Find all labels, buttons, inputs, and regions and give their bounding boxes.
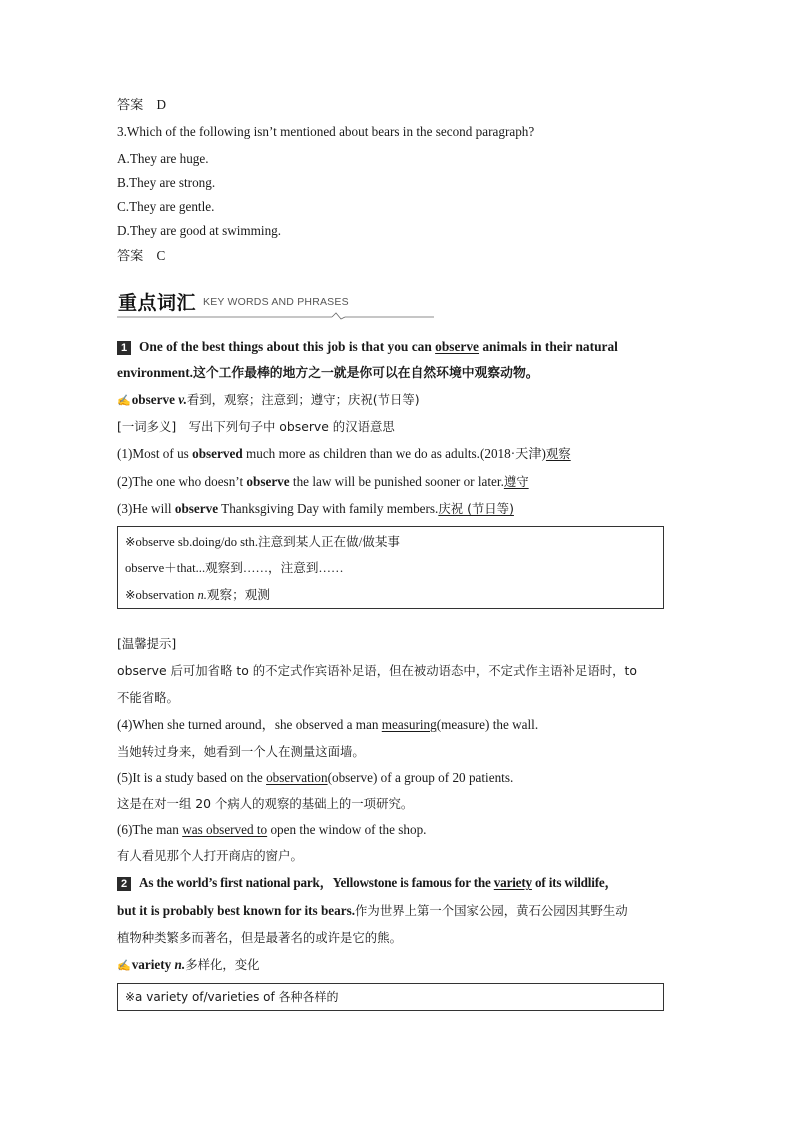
def-text: 多样化，变化 xyxy=(185,957,260,972)
ex4-answer: measuring xyxy=(381,717,437,732)
example-6 xyxy=(117,821,426,839)
usage-line-3-post: 观察；观测 xyxy=(206,588,270,602)
question-3: 3.Which of the following isn’t mentioned about bears in the second paragraph? xyxy=(117,124,535,139)
ex3-answer: 庆祝 (节日等) xyxy=(438,501,514,516)
tip-label: [温馨提示] xyxy=(117,636,177,651)
tip-line-1: observe 后可加省略 to 的不定式作宾语补足语，但在被动语态中，不定式作主语补足语时，to xyxy=(117,663,637,678)
item2-line2-cn: 作为世界上第一个国家公园，黄石公园因其野生动 xyxy=(355,903,628,918)
answer-line: 答案 C xyxy=(117,248,166,263)
answer-line: 答案 D xyxy=(117,97,167,112)
item1-sentence xyxy=(117,338,618,356)
item1-sentence-pre: One of the best things about this job is that you can xyxy=(139,339,436,354)
tip-line-2: 不能省略。 xyxy=(117,690,179,705)
usage-line-3-pos: n. xyxy=(197,588,207,602)
ex5-answer: observation xyxy=(266,770,328,785)
item1-line2-en: environment. xyxy=(117,365,194,380)
item2-keyword: variety xyxy=(493,875,532,890)
ex2-key: observe xyxy=(246,474,290,489)
usage-line-1: ※a variety of/varieties of 各种各样的 xyxy=(125,990,339,1004)
usage-line-1: ※observe sb.doing/do sth.注意到某人正在做/做某事 xyxy=(125,535,401,549)
def-word: variety xyxy=(131,957,172,972)
option-c: C.They are gentle. xyxy=(117,199,215,214)
item-number-badge: 2 xyxy=(117,877,131,891)
polysemy-label: [一词多义] 写出下列句子中 observe 的汉语意思 xyxy=(117,419,395,434)
ex2-answer: 遵守 xyxy=(503,474,529,489)
example-5-cn: 这是在对一组 20 个病人的观察的基础上的一项研究。 xyxy=(117,796,414,811)
usage-box xyxy=(117,526,664,609)
item2-pre: As the world’s first national park，Yellowstone is famous for the xyxy=(139,875,494,890)
example-4 xyxy=(117,716,538,734)
item2-line2 xyxy=(117,902,628,920)
def-text: 看到，观察；注意到；遵守；庆祝(节日等) xyxy=(186,392,420,407)
example-4-cn: 当她转过身来，她看到一个人在测量这面墙。 xyxy=(117,744,365,759)
ex4-pre: (4)When she turned around，she observed a man xyxy=(117,717,382,732)
ex5-pre: (5)It is a study based on the xyxy=(117,770,267,785)
ex3-key: observe xyxy=(174,501,219,516)
usage-box xyxy=(117,983,664,1011)
ex6-post: open the window of the shop. xyxy=(267,822,427,837)
option-b: B.They are strong. xyxy=(117,175,216,190)
ex1-key: observed xyxy=(192,446,243,461)
usage-line-2: observe＋that...观察到……，注意到…… xyxy=(125,561,344,575)
ex1-pre: (1)Most of us xyxy=(117,446,193,461)
item1-line2-cn: 这个工作最棒的地方之一就是你可以在自然环境中观察动物。 xyxy=(193,366,539,381)
item2-line3: 植物种类繁多而著名，但是最著名的或许是它的熊。 xyxy=(117,930,402,945)
item-number-badge: 1 xyxy=(117,341,131,355)
example-3 xyxy=(117,500,514,518)
item1-keyword: observe xyxy=(435,339,480,354)
section-header xyxy=(117,287,434,321)
pencil-icon: ✍ xyxy=(117,960,131,972)
pencil-icon: ✍ xyxy=(117,395,131,407)
ex4-post: (measure) the wall. xyxy=(436,717,539,732)
ex5-post: (observe) of a group of 20 patients. xyxy=(327,770,514,785)
ex1-answer: 观察 xyxy=(545,446,571,461)
example-6-cn: 有人看见那个人打开商店的窗户。 xyxy=(117,848,303,863)
example-1 xyxy=(117,445,571,463)
ex2-pre: (2)The one who doesn’t xyxy=(117,474,247,489)
item2-line2-en: but it is probably best known for its bears. xyxy=(117,903,356,918)
example-5 xyxy=(117,769,513,787)
item1-definition xyxy=(117,391,420,410)
section-rule xyxy=(117,309,434,321)
usage-line-3 xyxy=(125,584,270,603)
ex3-post: Thanksgiving Day with family members. xyxy=(218,501,439,516)
def-pos: v. xyxy=(178,392,187,407)
ex6-answer: was observed to xyxy=(182,822,268,837)
section-subtitle: KEY WORDS AND PHRASES xyxy=(203,296,349,308)
ex6-pre: (6)The man xyxy=(117,822,183,837)
item2-sentence xyxy=(117,874,618,892)
ex2-post: the law will be punished sooner or later. xyxy=(289,474,504,489)
option-a: A.They are huge. xyxy=(117,151,209,166)
def-word: observe xyxy=(131,392,175,407)
option-d: D.They are good at swimming. xyxy=(117,223,282,238)
item1-sentence-line2 xyxy=(117,364,539,383)
item1-sentence-post: animals in their natural xyxy=(479,339,618,354)
usage-line-3-pre: ※observation xyxy=(125,588,198,602)
item2-post: of its wildlife， xyxy=(531,875,618,890)
def-pos: n. xyxy=(174,957,186,972)
item2-definition xyxy=(117,956,260,975)
section-title: 重点词汇 xyxy=(118,292,197,314)
example-2 xyxy=(117,473,529,491)
ex3-pre: (3)He will xyxy=(117,501,175,516)
ex1-post: much more as children than we do as adults.(2018·天津) xyxy=(242,446,546,461)
